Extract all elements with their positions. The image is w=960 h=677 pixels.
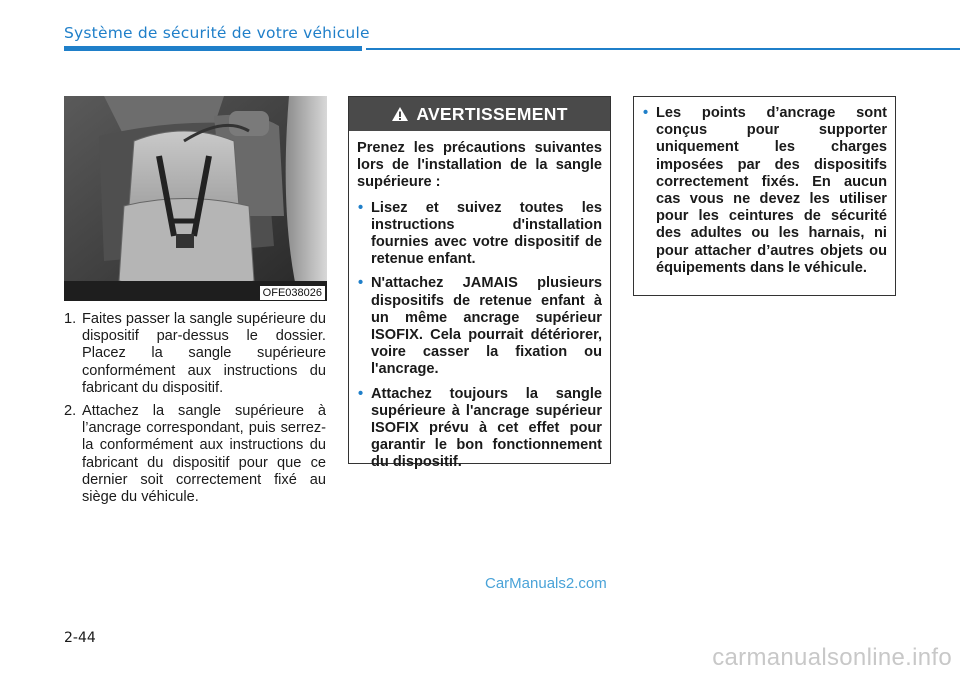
anchor-note-bullet	[642, 105, 887, 277]
bullet-dot: •	[358, 385, 364, 402]
watermark-link[interactable]: CarManuals2.com	[485, 575, 607, 592]
bullet-dot: •	[643, 105, 649, 121]
anchor-note-box	[633, 96, 896, 296]
warning-title: AVERTISSEMENT	[416, 103, 568, 124]
warning-bullet	[357, 200, 602, 269]
section-title: Système de sécurité de votre véhicule	[64, 24, 370, 42]
step-number: 2.	[64, 403, 77, 420]
warning-bullet	[357, 386, 602, 472]
warning-box	[348, 96, 611, 471]
watermark-footer: carmanualsonline.info	[712, 644, 952, 671]
warning-header	[349, 97, 610, 131]
bullet-dot: •	[358, 199, 364, 216]
photo-reference-code: OFE038026	[260, 286, 325, 300]
bullet-text: N'attachez JAMAIS plusieurs dispositifs de retenue enfant à un même ancrage supérieur ISOFIX. Cela pourrait détériorer, voire casser la fixation ou l'ancrage.	[371, 275, 602, 378]
warning-body	[349, 131, 610, 472]
child-seat-illustration	[64, 96, 327, 301]
anchor-note-bullets	[642, 105, 887, 277]
warning-triangle-icon	[391, 106, 409, 122]
bullet-dot: •	[358, 275, 364, 292]
step-item	[64, 403, 326, 506]
header-rule-thin	[366, 48, 960, 50]
warning-intro: Prenez les précautions suivantes lors de l'installation de la sangle supérieure :	[357, 140, 602, 191]
warning-bullets	[357, 200, 602, 472]
step-text: Attachez la sangle supérieure à l’ancrage correspondant, puis serrez-la conformément aux instructions du fabricant du dispositif pour que ce dernier soit correctement fixé au siège du véhicule.	[82, 403, 326, 506]
step-number: 1.	[64, 311, 77, 327]
page-number: 2-44	[64, 630, 96, 646]
bullet-text: Attachez toujours la sangle supérieure à l'ancrage supérieur ISOFIX prévu à cet effet pour garantir le bon fonctionnement du dispositif.	[371, 385, 602, 471]
bullet-text: Les points d’ancrage sont conçus pour supporter uniquement les charges imposées par des dispositifs correctement fixés. En aucun cas vous ne devez les utiliser pour les ceintures de sécurité des adultes ou les harnais, ni pour attacher d’autres objets ou équipements dans le véhicule.	[656, 105, 887, 276]
step-item	[64, 311, 326, 397]
step-text: Faites passer la sangle supérieure du dispositif par-dessus le dossier. Placez la sangle supérieure conformément aux instructions du fabricant du dispositif.	[82, 311, 326, 396]
installation-steps	[64, 311, 326, 512]
header-rule-thick	[64, 46, 362, 51]
child-seat-photo	[64, 96, 327, 301]
warning-bullet	[357, 275, 602, 378]
bullet-text: Lisez et suivez toutes les instructions d'installation fournies avec votre dispositif de retenue enfant.	[371, 199, 602, 268]
